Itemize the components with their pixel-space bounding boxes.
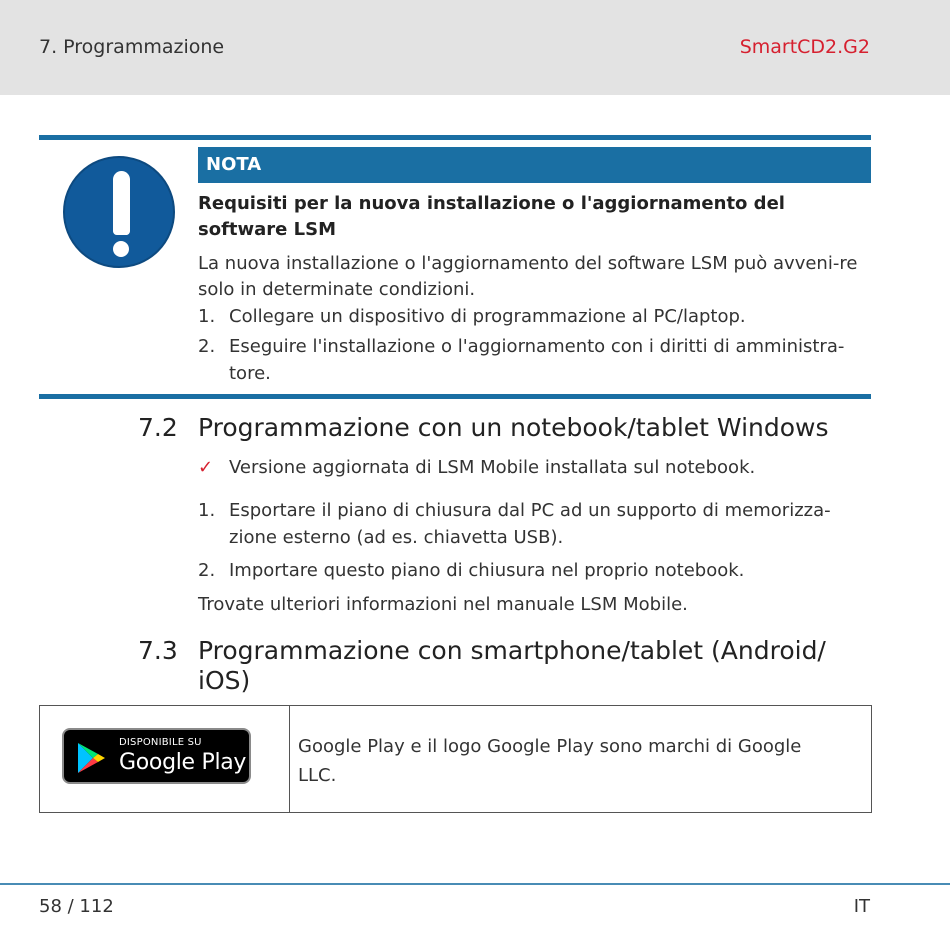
section-number: 7.2: [138, 413, 178, 442]
section-title: Programmazione con un notebook/tablet Windows: [198, 413, 829, 442]
list-text: Importare questo piano di chiusura nel proprio notebook.: [229, 560, 745, 581]
cell-divider: [289, 706, 290, 812]
badge-caption: DISPONIBILE SU: [119, 737, 202, 748]
chapter-title: 7. Programmazione: [39, 36, 225, 58]
list-text: Esportare il piano di chiusura dal PC ad un supporto di memorizza-zione esterno (ad es. chiavetta USB).: [229, 500, 831, 548]
list-item: [198, 303, 878, 330]
list-text: Eseguire l'installazione o l'aggiornamento con i diritti di amministra-tore.: [229, 336, 845, 384]
prerequisite-text: Versione aggiornata di LSM Mobile installata sul notebook.: [229, 457, 756, 478]
page-header: [0, 0, 950, 95]
section-number: 7.3: [138, 636, 178, 665]
footer-divider: [0, 883, 950, 885]
list-number: 2.: [198, 560, 216, 581]
badge-store-name: Google Play: [119, 750, 247, 775]
note-body: La nuova installazione o l'aggiornamento del software LSM può avveni-re solo in determinate condizioni.: [198, 253, 858, 300]
page-number: 58 / 112: [39, 896, 114, 917]
note-heading: Requisiti per la nuova installazione o l'aggiornamento del software LSM: [198, 193, 785, 240]
note-title-bar: [198, 147, 871, 183]
list-text: Collegare un dispositivo di programmazione al PC/laptop.: [229, 306, 746, 327]
list-item: [198, 497, 878, 553]
trademark-text: Google Play e il logo Google Play sono marchi di Google LLC.: [298, 736, 802, 786]
list-number: 1.: [198, 306, 216, 327]
section-title: Programmazione con smartphone/tablet (Android/ iOS): [198, 636, 826, 695]
trademark-table: [39, 705, 872, 813]
product-name: SmartCD2.G2: [739, 36, 870, 58]
reference-text: Trovate ulteriori informazioni nel manuale LSM Mobile.: [198, 594, 688, 615]
check-icon: ✓: [198, 457, 214, 478]
list-number: 2.: [198, 336, 216, 357]
list-item: [198, 333, 878, 387]
language-code: IT: [853, 896, 870, 917]
google-play-badge[interactable]: [62, 728, 251, 784]
list-number: 1.: [198, 500, 216, 521]
google-play-icon: [76, 742, 106, 774]
list-item: [198, 557, 878, 584]
note-label: NOTA: [206, 154, 262, 175]
exclamation-icon: [63, 156, 175, 268]
